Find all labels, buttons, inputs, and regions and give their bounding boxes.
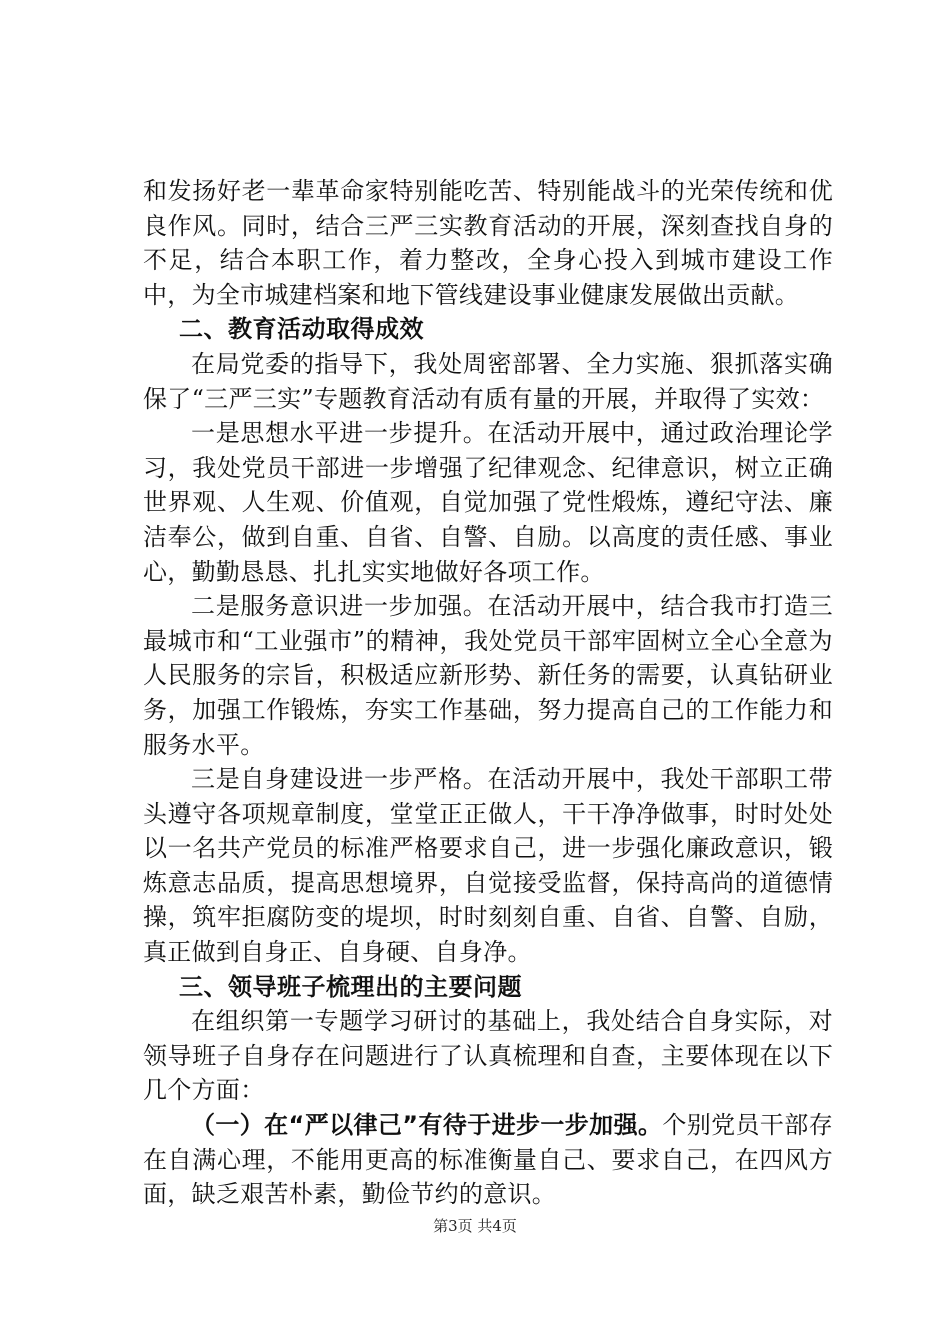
- paragraph-intro-results: 在局党委的指导下，我处周密部署、全力实施、狠抓落实确保了“三严三实”专题教育活动有质有量的开展，并取得了实效：: [143, 349, 833, 413]
- section-heading-2: 二、教育活动取得成效: [179, 315, 424, 344]
- page-footer: 第3页 共4页: [433, 1217, 517, 1235]
- paragraph-result-3: 三是自身建设进一步严格。在活动开展中，我处干部职工带头遵守各项规章制度，堂堂正正做人，干干净净做事，时时处处以一名共产党员的标准严格要求自己，进一步强化廉政意识，锻炼意志品质，提高思想境界，自觉接受监督，保持高尚的道德情操，筑牢拒腐防变的堤坝，时时刻刻自重、自省、自警、自励，真正做到自身正、自身硬、自身净。: [143, 765, 833, 967]
- problem-1-text: 个别党员干部存在自满心理，不能用更高的标准衡量自己、要求自己，在四风方面，缺乏艰苦朴素，勤俭节约的意识。: [143, 1111, 833, 1209]
- paragraph-intro-problems: 在组织第一专题学习研讨的基础上，我处结合自身实际，对领导班子自身存在问题进行了认真梳理和自查，主要体现在以下几个方面：: [143, 1007, 833, 1105]
- paragraph-result-1: 一是思想水平进一步提升。在活动开展中，通过政治理论学习，我处党员干部进一步增强了纪律观念、纪律意识，树立正确世界观、人生观、价值观，自觉加强了党性煅炼，遵纪守法、廉洁奉公，做到自重、自省、自警、自励。以高度的责任感、事业心，勤勤恳恳、扎扎实实地做好各项工作。: [143, 419, 833, 586]
- paragraph-result-2: 二是服务意识进一步加强。在活动开展中，结合我市打造三最城市和“工业强市”的精神，我处党员干部牢固树立全心全意为人民服务的宗旨，积极适应新形势、新任务的需要，认真钻研业务，加强工作锻炼，夯实工作基础，努力提高自己的工作能力和服务水平。: [143, 592, 833, 759]
- document-body: [143, 174, 833, 1212]
- paragraph-problem-1: [143, 1108, 833, 1212]
- problem-1-lead: （一）在“严以律己”有待于进步一步加强。: [191, 1111, 663, 1140]
- paragraph-continuation: 和发扬好老一辈革命家特别能吃苦、特别能战斗的光荣传统和优良作风。同时，结合三严三实教育活动的开展，深刻查找自身的不足，结合本职工作，着力整改，全身心投入到城市建设工作中，为全市城建档案和地下管线建设事业健康发展做出贡献。: [143, 177, 833, 309]
- section-heading-3: 三、领导班子梳理出的主要问题: [179, 972, 522, 1001]
